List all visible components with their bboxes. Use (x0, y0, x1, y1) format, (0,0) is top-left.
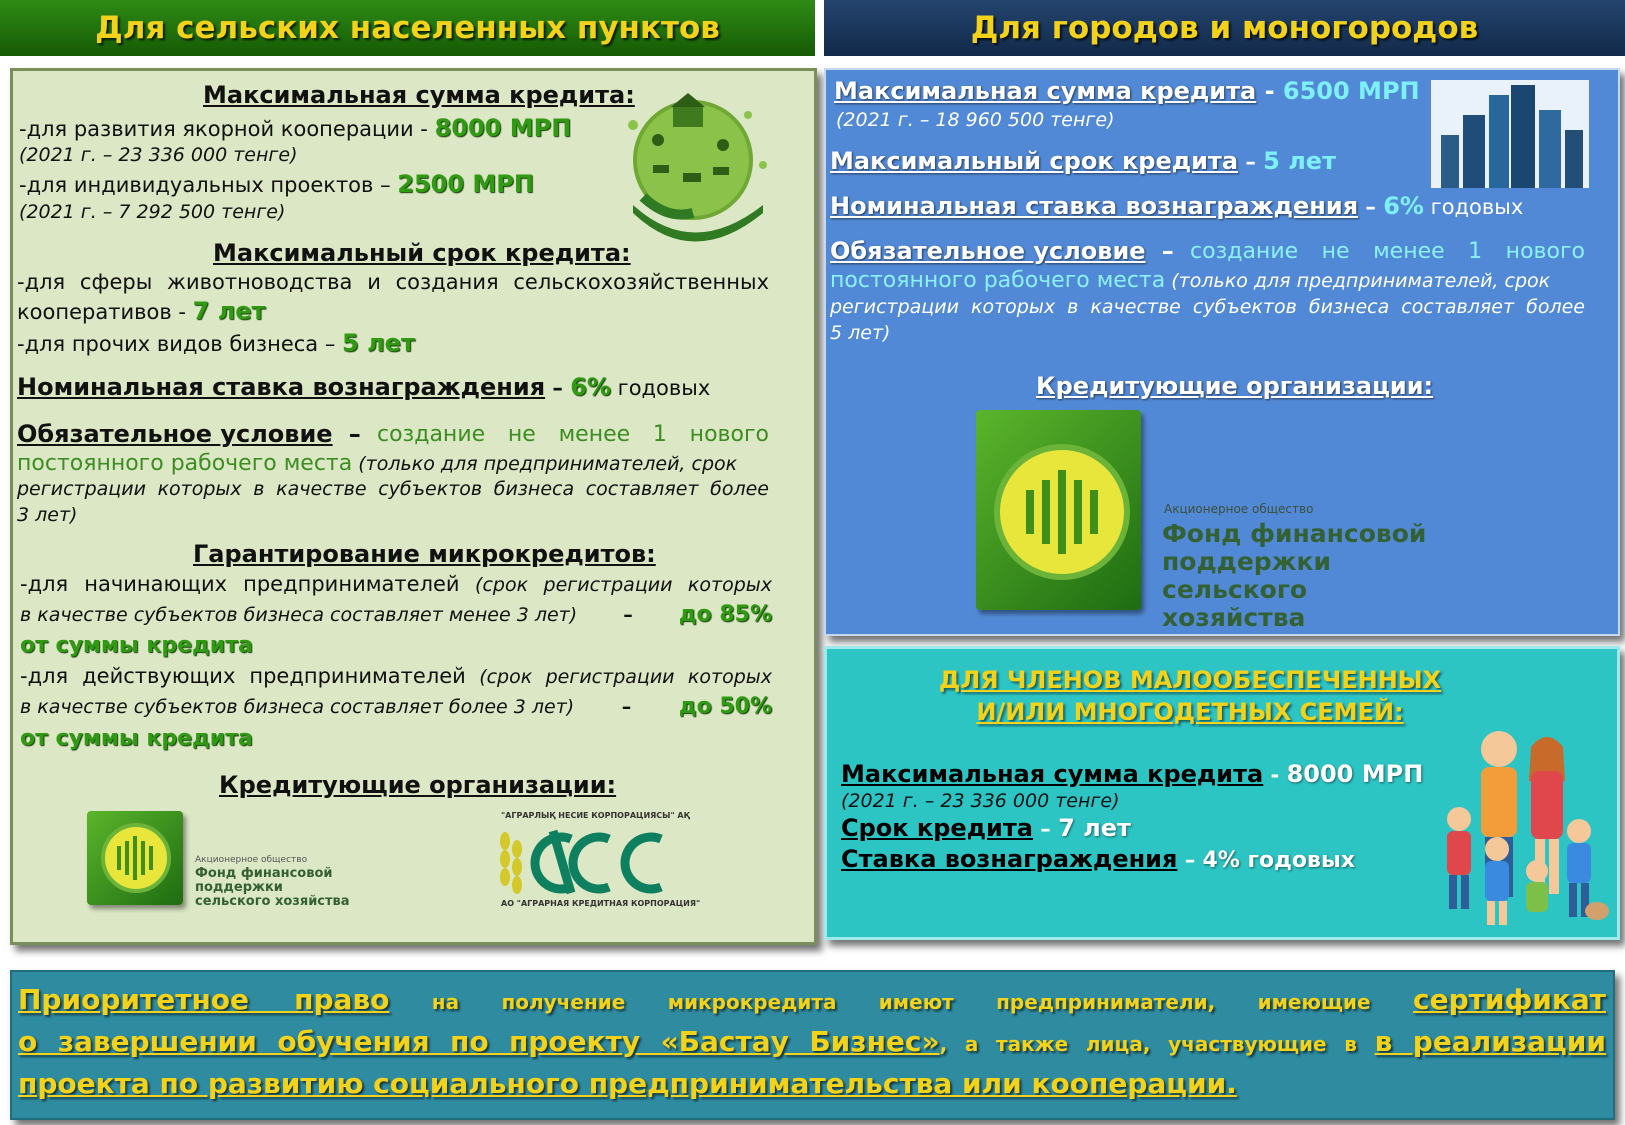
guarantee-2-line: -для действующих предпринимателей (срок регистрации которых (20, 664, 772, 688)
priority-text (18, 980, 1606, 1103)
rural-anchor-value: 8000 МРП (434, 114, 572, 142)
rural-panel (10, 68, 817, 945)
city-condition-note3: 5 лет) (830, 322, 891, 344)
rural-rate-line: Номинальная ставка вознаграждения – 6% годовых (17, 373, 711, 401)
ffp-small-label: Акционерное общество (195, 855, 308, 865)
family-max-sum-line: Максимальная сумма кредита - 8000 МРП (841, 760, 1424, 788)
family-people-icon (1437, 721, 1612, 931)
family-rate-label: Ставка вознаграждения (841, 845, 1178, 873)
guarantee-1-value: до 85% (678, 602, 772, 627)
rural-rate-label: Номинальная ставка вознаграждения (17, 373, 546, 401)
ffp-logo-large (976, 410, 1456, 632)
family-max-sum-note: (2021 г. – 23 336 000 тенге) (841, 790, 1120, 812)
city-max-sum-label: Максимальная сумма кредита (834, 77, 1257, 105)
guarantee-2-value: до 50% (678, 694, 772, 719)
rural-livestock-line: -для сферы животноводства и создания сельскохозяйственных (17, 270, 769, 294)
rural-individual-value: 2500 МРП (397, 170, 534, 198)
rural-livestock-value: 7 лет (192, 297, 266, 325)
guarantee-1-value2: от суммы кредита (20, 633, 253, 658)
rural-anchor-line: -для развития якорной кооперации - 8000 МРП (19, 114, 572, 142)
city-max-term-value: 5 лет (1263, 147, 1336, 175)
rural-individual-line: -для индивидуальных проектов – 2500 МРП (19, 170, 534, 198)
priority-line3 (18, 1064, 1606, 1103)
family-title-line2: И/ИЛИ МНОГОДЕТНЫХ СЕМЕЙ: (976, 698, 1404, 726)
bastau-business-label: о завершении обучения по проекту «Бастау Бизнес» (18, 1025, 940, 1058)
city-condition-label: Обязательное условие (830, 237, 1146, 265)
priority-line1: Приоритетное право на получение микрокредита имеют предприниматели, имеющие сертификат (18, 983, 1606, 1016)
city-max-sum-value: 6500 МРП (1282, 77, 1420, 105)
rural-condition-note2: регистрации которых в качестве субъектов бизнеса составляет более (17, 478, 769, 500)
city-condition-cyan1: создание не менее 1 нового (1189, 239, 1585, 264)
priority-banner (10, 970, 1615, 1120)
city-condition-line: Обязательное условие – создание не менее 1 нового (830, 237, 1585, 265)
eco-farm-globe-icon (613, 85, 783, 250)
family-term-value: 7 лет (1058, 814, 1131, 842)
rural-individual-note: (2021 г. – 7 292 500 тенге) (19, 201, 286, 223)
certificate-label: сертификат (1412, 983, 1606, 1016)
ffp-logo-large-box (976, 410, 1141, 610)
city-rate-line: Номинальная ставка вознаграждения – 6% годовых (830, 192, 1524, 220)
priority-line2: о завершении обучения по проекту «Бастау Бизнес», а также лица, участвующие в в реализации (18, 1025, 1606, 1058)
rural-condition-line2: постоянного рабочего места (только для предпринимателей, срок (17, 451, 738, 476)
header-rural-title: Для сельских населенных пунктов (95, 10, 720, 46)
city-max-sum-line: Максимальная сумма кредита - 6500 МРП (834, 77, 1420, 105)
city-rate-value: 6% (1383, 192, 1424, 220)
ffp-logo-large-circle-icon (994, 444, 1130, 580)
ffp-logo-box (87, 811, 183, 905)
rural-condition-label: Обязательное условие (17, 420, 333, 448)
rural-condition-line: Обязательное условие – создание не менее 1 нового (17, 420, 769, 448)
header-city-title: Для городов и моногородов (970, 10, 1479, 46)
rural-lenders-heading: Кредитующие организации: (219, 771, 617, 799)
akk-bottom-label: АО "АГРАРНАЯ КРЕДИТНАЯ КОРПОРАЦИЯ" (501, 899, 701, 908)
family-max-sum-label: Максимальная сумма кредита (841, 760, 1264, 788)
implementation-label: в реализации (1374, 1025, 1606, 1058)
guarantee-1-line2: в качестве субъектов бизнеса составляет менее 3 лет) – до 85% (20, 602, 772, 627)
family-term-label: Срок кредита (841, 814, 1033, 842)
rural-rate-value: 6% (570, 373, 611, 401)
rural-condition-note3: 3 лет) (17, 504, 78, 526)
akk-logo (491, 811, 701, 911)
akk-top-label: "АГРАРЛЫҚ НЕСИЕ КОРПОРАЦИЯСЫ" АҚ (501, 811, 690, 820)
family-rate-value: 4% годовых (1202, 848, 1356, 873)
rural-max-term-heading: Максимальный срок кредита: (213, 239, 631, 267)
guarantee-heading: Гарантирование микрокредитов: (193, 540, 656, 568)
city-max-term-label: Максимальный срок кредита (830, 147, 1239, 175)
guarantee-1-line: -для начинающих предпринимателей (срок регистрации которых (20, 572, 772, 596)
rural-anchor-note: (2021 г. – 23 336 000 тенге) (19, 144, 298, 166)
city-lenders-heading: Кредитующие организации: (1036, 372, 1434, 400)
rural-livestock-line2: кооперативов - 7 лет (17, 297, 266, 325)
family-title-line1: ДЛЯ ЧЛЕНОВ МАЛООБЕСПЕЧЕННЫХ (938, 666, 1442, 694)
city-max-term-line: Максимальный срок кредита – 5 лет (830, 147, 1336, 175)
ffp-large-small-label: Акционерное общество (1164, 502, 1314, 516)
akk-wheat-icon (491, 821, 691, 899)
family-rate-line: Ставка вознаграждения – 4% годовых (841, 845, 1356, 873)
city-max-sum-note: (2021 г. – 18 960 500 тенге) (836, 109, 1115, 131)
rural-other-value: 5 лет (342, 329, 415, 357)
family-term-line: Срок кредита – 7 лет (841, 814, 1131, 842)
priority-right-label: Приоритетное право (18, 983, 390, 1016)
ffp-small-name: Фонд финансовой поддержки сельского хозяйства (195, 866, 350, 909)
city-condition-note2: регистрации которых в качестве субъектов бизнеса составляет более (830, 296, 1585, 318)
rural-condition-green1: создание не менее 1 нового (376, 422, 769, 447)
rural-other-line: -для прочих видов бизнеса – 5 лет (17, 329, 415, 357)
header-city (824, 0, 1625, 56)
family-panel (824, 646, 1620, 940)
ffp-logo-small (87, 811, 367, 911)
city-panel (824, 68, 1620, 636)
ffp-large-name: Фонд финансовой поддержки сельского хозяйства (1162, 519, 1427, 632)
city-buildings-icon (1431, 80, 1589, 188)
guarantee-2-value2: от суммы кредита (20, 726, 253, 751)
family-title (827, 664, 1553, 728)
guarantee-2-line2: в качестве субъектов бизнеса составляет более 3 лет) – до 50% (20, 694, 772, 719)
rural-max-sum-heading: Максимальная сумма кредита: (203, 81, 635, 109)
city-rate-label: Номинальная ставка вознаграждения (830, 192, 1359, 220)
family-max-sum-value: 8000 МРП (1286, 760, 1424, 788)
city-condition-line2: постоянного рабочего места (только для предпринимателей, срок (830, 268, 1551, 293)
social-entrepreneurship-label: проекта по развитию социального предпринимательства или кооперации. (18, 1067, 1237, 1100)
ffp-logo-circle-icon (101, 823, 171, 893)
header-rural (0, 0, 815, 56)
